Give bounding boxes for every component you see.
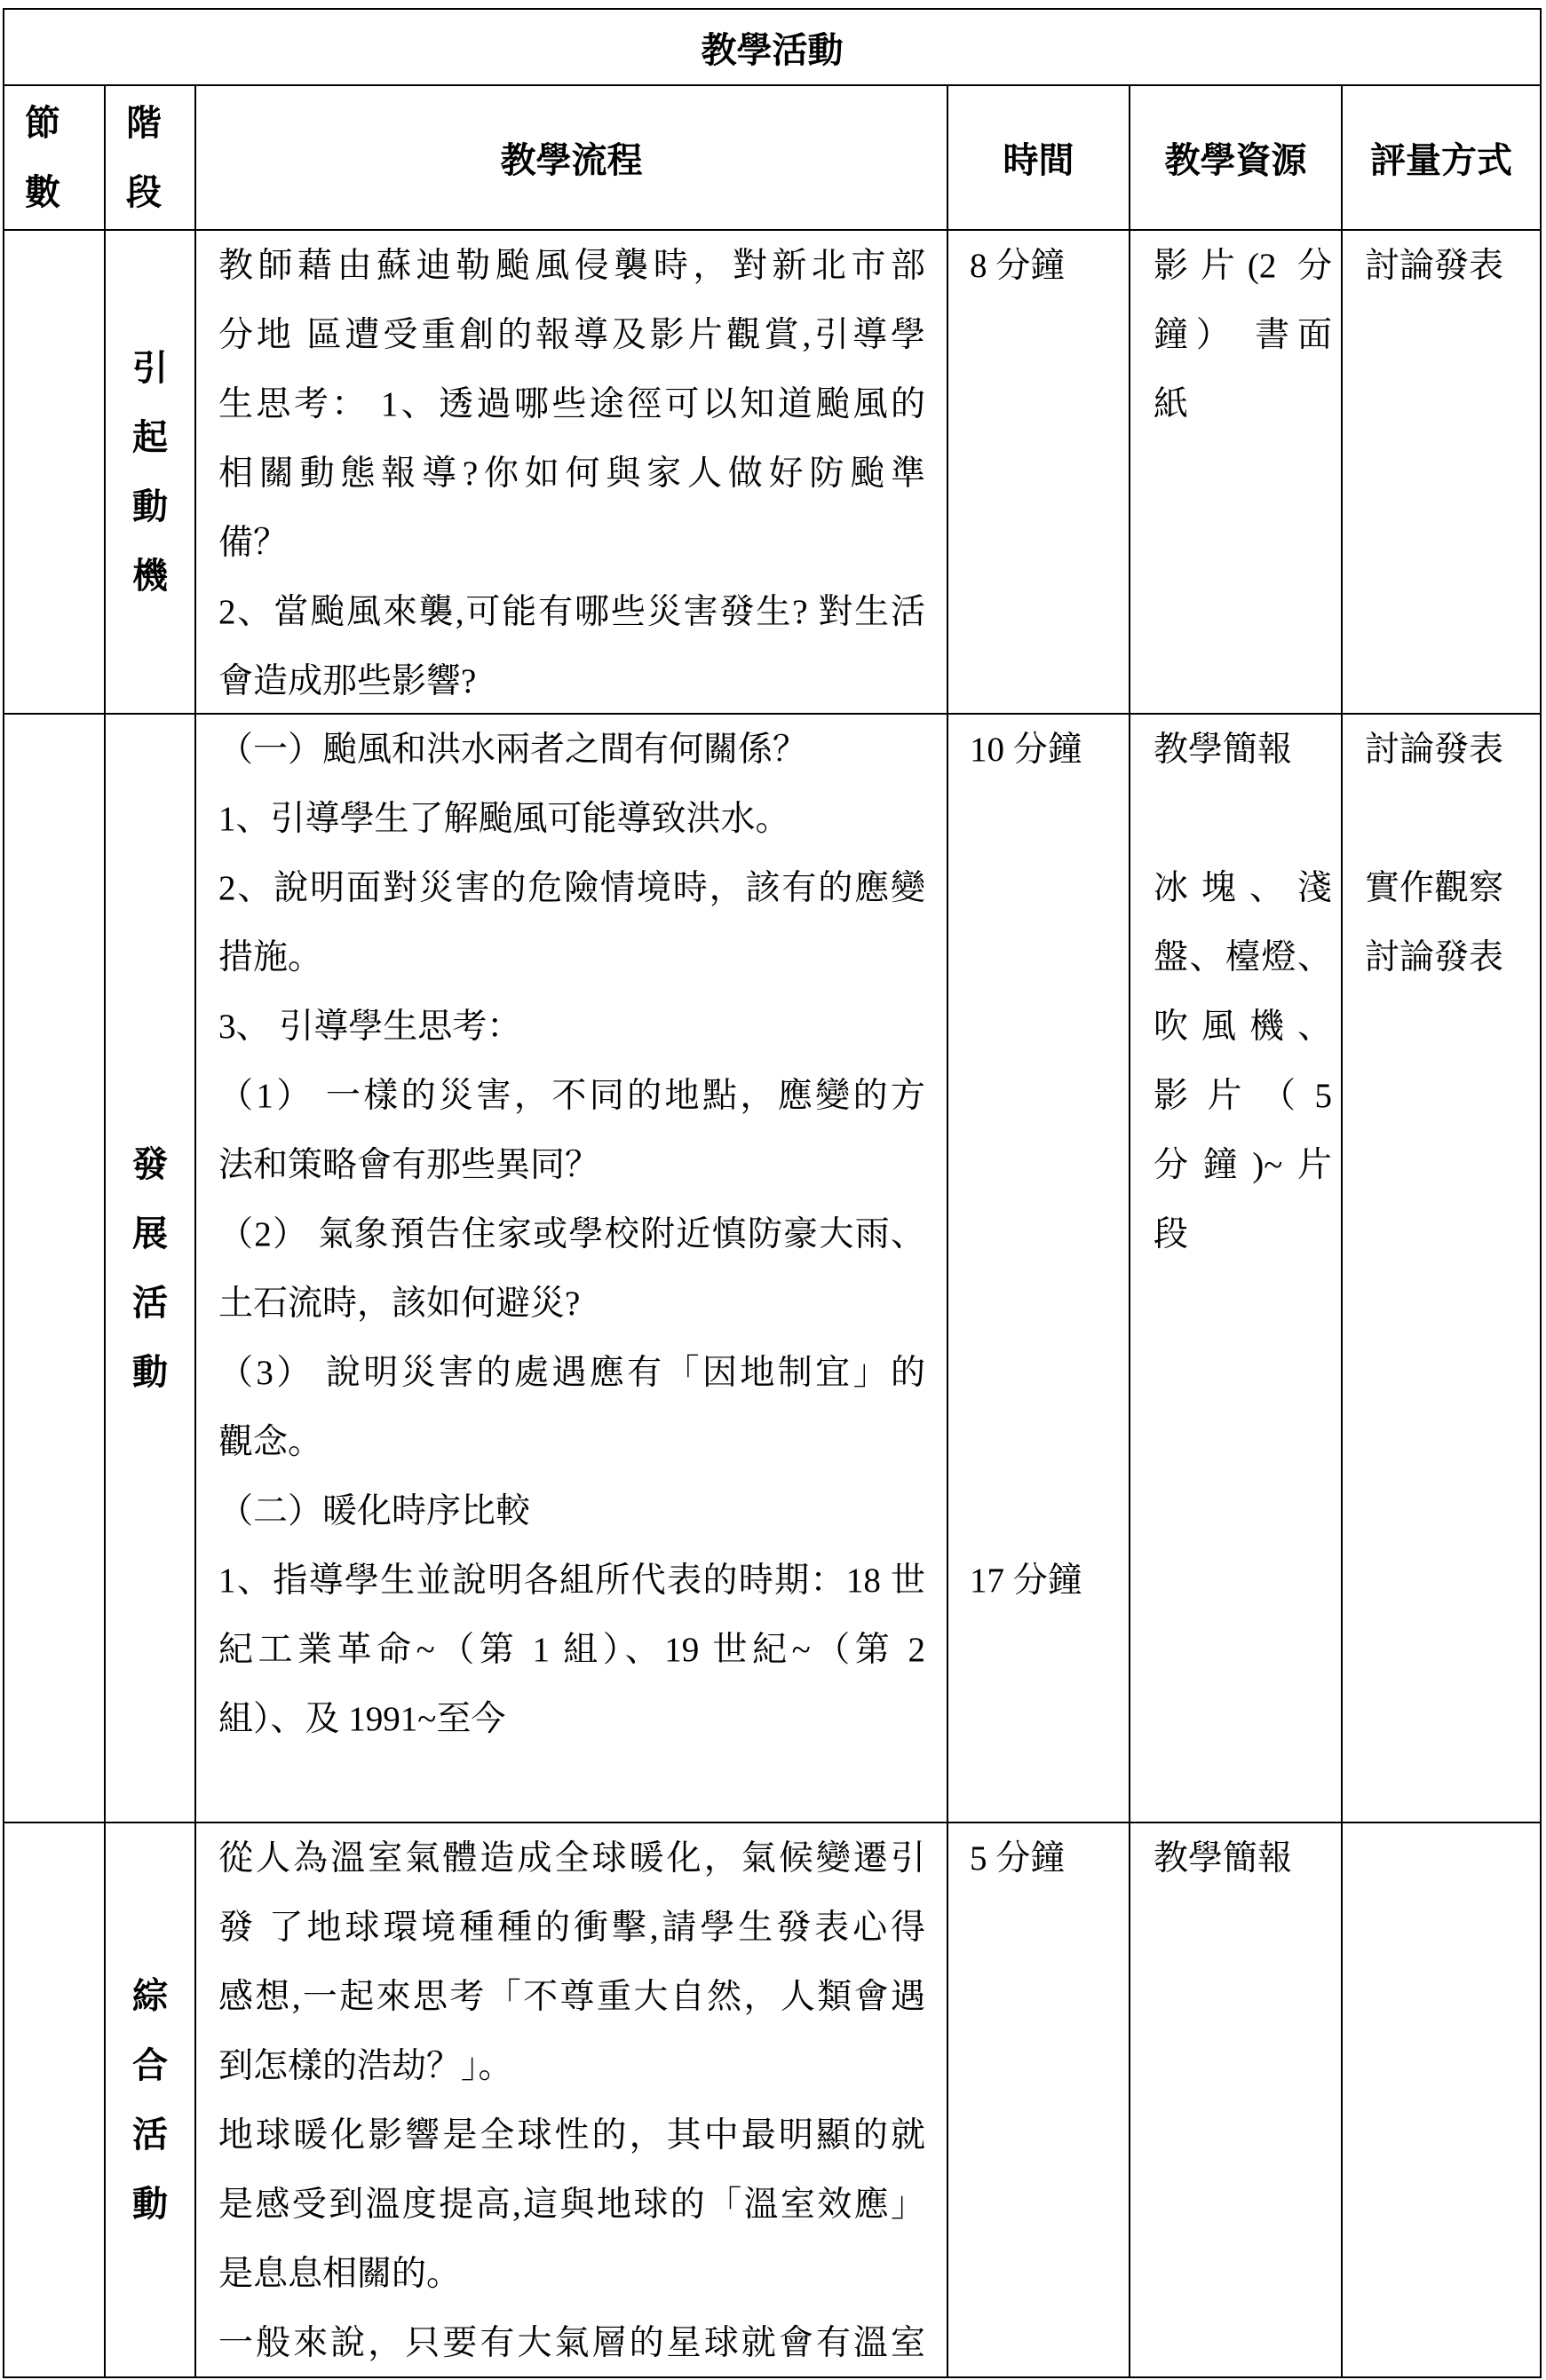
row-2-assessment-cell xyxy=(1343,715,1540,1822)
process-line: 從人為溫室氣體造成全球暖化，氣候變遷引 xyxy=(218,1839,925,1878)
paragraph xyxy=(218,2101,925,2309)
process-line: （2） 氣象預告住家或學校附近慎防豪大雨、 xyxy=(218,1215,925,1253)
row-3-assessment-cell xyxy=(1343,1823,1540,2376)
process-line: 地球暖化影響是全球性的，其中最明顯的就 xyxy=(218,2116,925,2155)
process-line: 生思考： 1、透過哪些途徑可以知道颱風的 xyxy=(218,385,925,423)
time-entry: 17 分鐘 xyxy=(970,1562,1082,1600)
header-process xyxy=(196,86,947,229)
process-line: 3、 引導學生思考： xyxy=(218,1008,522,1046)
header-process-label: 教學流程 xyxy=(500,140,643,180)
paragraph xyxy=(218,1339,925,1477)
resource-line: 教學簡報 xyxy=(1154,731,1293,769)
row-3-process-cell xyxy=(196,1823,947,2376)
process-line: 法和策略會有那些異同？ xyxy=(218,1146,600,1184)
row-1-resources-cell xyxy=(1130,231,1341,713)
paragraph xyxy=(218,1824,925,2101)
process-line: 1、引導學生了解颱風可能導致洪水。 xyxy=(218,800,790,838)
row-3-stage-label: 綜合活動 xyxy=(132,1975,168,2224)
process-line: 分地 區遭受重創的報導及影片觀賞,引導學 xyxy=(218,316,925,354)
paragraph xyxy=(218,1200,925,1339)
process-line: （3） 說明災害的處遇應有「因地制宜」的 xyxy=(218,1354,925,1392)
process-line: 紀工業革命~（第 1 組）、19 世紀~（第 2 xyxy=(218,1631,925,1669)
row-2-resources-cell xyxy=(1130,715,1341,1822)
header-stage-label: 階段 xyxy=(126,102,162,212)
paragraph xyxy=(218,1477,925,1546)
resource-line: 冰塊、淺 xyxy=(1154,869,1332,907)
process-line: （二）暖化時序比較 xyxy=(218,1492,531,1530)
process-line: 是息息相關的。 xyxy=(218,2255,462,2293)
resource-line: 分鐘)~片 xyxy=(1154,1146,1332,1184)
table-title-text: 教學活動 xyxy=(701,29,844,70)
row-2-stage-label: 發展活動 xyxy=(132,1143,168,1392)
process-line: 備？ xyxy=(218,524,289,562)
paragraph xyxy=(218,1546,925,1754)
resource-line: 影片（5 xyxy=(1154,1077,1332,1115)
process-line: （1） 一樣的災害，不同的地點，應變的方 xyxy=(218,1077,925,1115)
process-line: 一般來說，只要有大氣層的星球就會有溫室 xyxy=(218,2324,925,2362)
row-2-stage-cell xyxy=(106,715,194,1822)
assessment-entry: 討論發表 xyxy=(1365,247,1504,285)
process-line: 感想,一起來思考「不尊重大自然，人類會遇 xyxy=(218,1978,925,2016)
resource-line: 段 xyxy=(1154,1215,1189,1253)
resource-line: 紙 xyxy=(1154,385,1189,423)
process-line: 是感受到溫度提高,這與地球的「溫室效應」 xyxy=(218,2186,925,2224)
paragraph xyxy=(218,1062,925,1200)
process-line: （一）颱風和洪水兩者之間有何關係？ xyxy=(218,731,808,769)
lesson-activity-table xyxy=(3,8,1542,2378)
time-entry: 5 分鐘 xyxy=(970,1839,1066,1878)
resource-line: 鐘） 書面 xyxy=(1154,316,1332,354)
row-2-process-cell xyxy=(196,715,947,1822)
resource-line: 影片(2 分 xyxy=(1154,247,1332,285)
assessment-entry: 討論發表 xyxy=(1365,938,1504,977)
paragraph xyxy=(1154,716,1332,785)
process-line: 組）、及 1991~至今 xyxy=(218,1700,506,1738)
process-line: 措施。 xyxy=(218,938,323,977)
paragraph xyxy=(218,578,925,713)
process-line: 1、指導學生並說明各組所代表的時期：18 世 xyxy=(218,1562,925,1600)
header-assessment-label: 評量方式 xyxy=(1370,140,1512,180)
header-assessment xyxy=(1343,86,1540,229)
assessment-entry: 討論發表 xyxy=(1365,731,1504,769)
header-resources-label: 教學資源 xyxy=(1164,140,1307,180)
paragraph xyxy=(1154,854,1332,1269)
resource-line: 吹風機、 xyxy=(1154,1008,1332,1046)
resource-line: 教學簡報 xyxy=(1154,1839,1293,1878)
header-time-label: 時間 xyxy=(1003,140,1074,180)
paragraph xyxy=(1154,232,1332,439)
time-entry: 10 分鐘 xyxy=(970,731,1082,769)
process-line: 會造成那些影響? xyxy=(218,662,477,700)
row-3-stage-cell xyxy=(106,1823,194,2376)
resource-line: 盤、檯燈、 xyxy=(1154,938,1332,977)
row-1-time-cell xyxy=(948,231,1129,713)
paragraph xyxy=(1154,1824,1332,1894)
row-3-time-cell xyxy=(948,1823,1129,2376)
process-line: 2、說明面對災害的危險情境時，該有的應變 xyxy=(218,869,925,907)
header-resources xyxy=(1130,86,1341,229)
paragraph xyxy=(218,232,925,578)
row-3-resources-cell xyxy=(1130,1823,1341,2376)
header-session-label: 節數 xyxy=(25,102,60,212)
row-1-stage-cell xyxy=(106,231,194,713)
paragraph xyxy=(218,716,925,785)
assessment-entry: 實作觀察 xyxy=(1365,869,1504,907)
row-1-session-cell xyxy=(4,231,104,713)
row-2-time-cell xyxy=(948,715,1129,1822)
paragraph xyxy=(218,854,925,992)
paragraph xyxy=(218,785,925,854)
table-title xyxy=(4,10,1540,84)
process-line: 2、當颱風來襲,可能有哪些災害發生? 對生活 xyxy=(218,593,925,631)
header-time xyxy=(948,86,1129,229)
row-1-stage-label: 引起動機 xyxy=(132,347,168,596)
process-line: 相關動態報導?你如何與家人做好防颱準 xyxy=(218,455,925,493)
process-line: 到怎樣的浩劫？」。 xyxy=(218,2047,513,2085)
row-1-process-cell xyxy=(196,231,947,713)
process-line: 觀念。 xyxy=(218,1423,323,1461)
row-1-assessment-cell xyxy=(1343,231,1540,713)
row-3-session-cell xyxy=(4,1823,104,2376)
paragraph xyxy=(218,2309,925,2376)
header-stage xyxy=(106,86,194,229)
process-line: 土石流時，該如何避災? xyxy=(218,1285,581,1323)
paragraph xyxy=(218,992,925,1062)
header-session xyxy=(4,86,104,229)
row-2-session-cell xyxy=(4,715,104,1822)
process-line: 發 了地球環境種種的衝擊,請學生發表心得 xyxy=(218,1909,925,1947)
process-line: 教師藉由蘇迪勒颱風侵襲時，對新北市部 xyxy=(218,247,925,285)
time-entry: 8 分鐘 xyxy=(970,247,1066,285)
